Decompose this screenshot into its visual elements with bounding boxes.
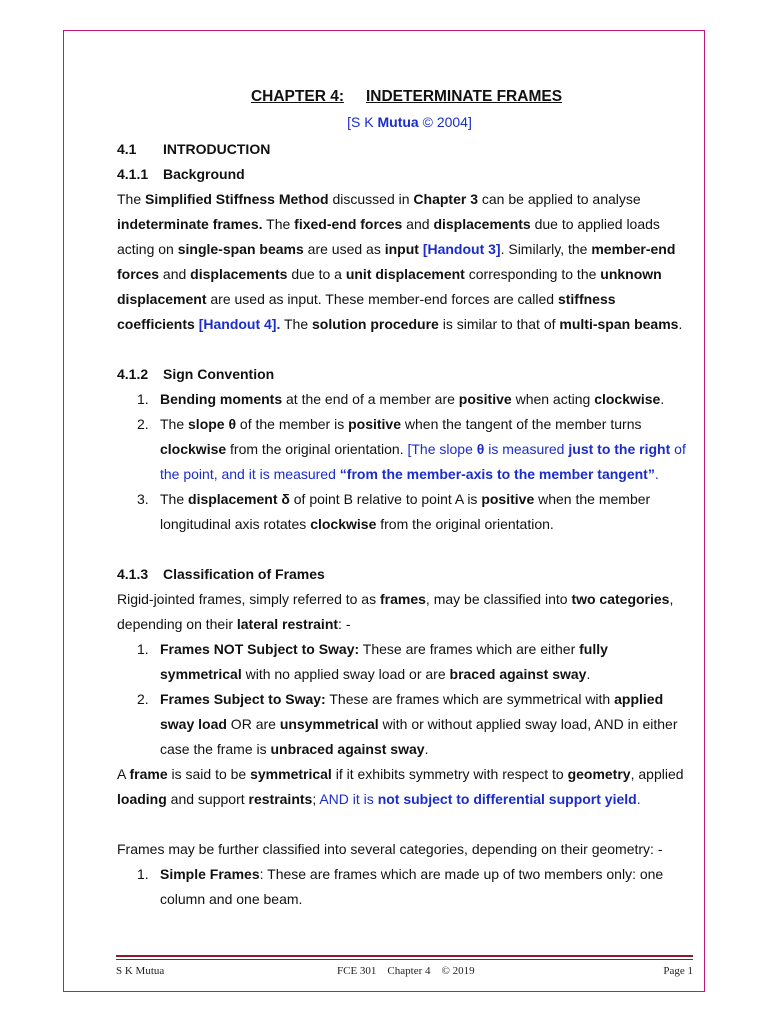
text-run: of point B relative to point A is <box>289 491 482 507</box>
text-run: Bending moments <box>160 391 283 407</box>
list-item <box>117 862 692 912</box>
text-run: discussed in <box>328 191 414 207</box>
text-run: member-end forces <box>117 241 676 282</box>
text-run: can be applied to analyse <box>478 191 641 207</box>
text-run: with or without applied sway load, AND in either case the frame is <box>160 716 678 757</box>
text-run: . <box>586 666 591 682</box>
chapter-name: INDETERMINATE FRAMES <box>365 88 563 105</box>
text-run: stiffness coefficients <box>117 291 616 332</box>
text-run: : - <box>338 616 351 632</box>
sign-convention-list <box>117 387 692 537</box>
text-run: applied sway load <box>160 691 664 732</box>
list-item <box>117 487 692 537</box>
text-run: is said to be <box>167 766 251 782</box>
text-run: from the original orientation. <box>226 441 408 457</box>
list-item <box>117 637 692 687</box>
text-run: displacements <box>190 266 288 282</box>
text-run: frames <box>380 591 426 607</box>
text-run: single-span beams <box>177 241 304 257</box>
text-run: is similar to that of <box>438 316 560 332</box>
background-paragraph <box>117 187 692 337</box>
text-run: Frames may be further classified into several categories, depending on their geometry: - <box>117 841 663 857</box>
text-run: symmetrical <box>250 766 332 782</box>
footer-author: S K Mutua <box>116 965 165 977</box>
text-run: positive <box>348 416 401 432</box>
list-number: 1. <box>137 866 149 882</box>
text-run: input <box>384 241 419 257</box>
text-run: lateral restraint <box>236 616 339 632</box>
text-run: clockwise <box>594 391 661 407</box>
text-run: . <box>660 391 665 407</box>
heading-4-1-1: 4.1.1 Background <box>117 166 245 182</box>
text-run: The <box>262 216 295 232</box>
author-line: [S K Mutua © 2004] <box>347 114 472 130</box>
text-run: just to the right <box>568 441 671 457</box>
text-run: [Handout 4]. <box>198 316 281 332</box>
list-number: 2. <box>137 691 149 707</box>
text-run: at the end of a member are <box>282 391 459 407</box>
text-run: The <box>160 491 189 507</box>
author-name: Mutua <box>377 114 419 130</box>
text-run: A <box>117 766 130 782</box>
text-run: if it exhibits symmetry with respect to <box>331 766 568 782</box>
text-run: ; <box>312 791 320 807</box>
text-run: The <box>160 416 189 432</box>
text-run: are used as input. These member-end forces are called <box>206 291 558 307</box>
text-run: unsymmetrical <box>279 716 379 732</box>
text-run: not subject to differential support yield <box>377 791 637 807</box>
text-run: . <box>636 791 641 807</box>
chapter-number: CHAPTER 4: <box>250 88 344 105</box>
heading-4-1: 4.1 INTRODUCTION <box>117 141 271 157</box>
page-content <box>117 84 692 912</box>
text-run: unbraced against sway <box>270 741 425 757</box>
classification-intro <box>117 587 692 637</box>
geometry-list <box>117 862 692 912</box>
text-run: , may be classified into <box>425 591 572 607</box>
footer-course: FCE 301 Chapter 4 © 2019 <box>337 965 475 977</box>
text-run: are used as <box>303 241 385 257</box>
symmetry-paragraph <box>117 762 692 812</box>
text-run: two categories <box>571 591 670 607</box>
text-run: [The slope <box>407 441 477 457</box>
text-run: Rigid-jointed frames, simply referred to as <box>117 591 380 607</box>
text-run: . <box>424 741 429 757</box>
footer-rule-thin <box>116 959 693 960</box>
chapter-title <box>117 84 692 110</box>
list-item <box>117 387 692 412</box>
text-run: restraints <box>248 791 313 807</box>
text-run: θ <box>476 441 485 457</box>
text-run: loading <box>117 791 167 807</box>
text-run: multi-span beams <box>559 316 679 332</box>
list-number: 1. <box>137 641 149 657</box>
text-run: slope θ <box>188 416 237 432</box>
list-number: 3. <box>137 491 149 507</box>
text-run: displacements <box>433 216 531 232</box>
classification-list <box>117 637 692 762</box>
text-run: The <box>280 316 313 332</box>
text-run: and support <box>166 791 249 807</box>
text-run: due to a <box>287 266 346 282</box>
text-run: . <box>654 466 659 482</box>
text-run: These are frames which are either <box>359 641 580 657</box>
page-number: Page 1 <box>663 965 693 977</box>
text-run: and <box>159 266 191 282</box>
list-number: 2. <box>137 416 149 432</box>
text-run: frame <box>129 766 168 782</box>
further-classification <box>117 837 692 862</box>
text-run: fixed-end forces <box>294 216 403 232</box>
heading-4-1-2: 4.1.2 Sign Convention <box>117 366 275 382</box>
text-run: Chapter 3 <box>413 191 478 207</box>
text-run: Frames NOT Subject to Sway: <box>160 641 360 657</box>
text-run: Frames Subject to Sway: <box>160 691 326 707</box>
text-run: when the member longitudinal axis rotates <box>160 491 651 532</box>
text-run: [Handout 3] <box>422 241 501 257</box>
text-run: : These are frames which are made up of two members only: one column and one beam. <box>160 866 664 907</box>
text-run: is measured <box>484 441 569 457</box>
text-run: of the member is <box>236 416 349 432</box>
heading-4-1-3: 4.1.3 Classification of Frames <box>117 566 325 582</box>
text-run: solution procedure <box>312 316 439 332</box>
text-run: AND it is <box>319 791 378 807</box>
text-run: OR are <box>226 716 280 732</box>
text-run: corresponding to the <box>464 266 601 282</box>
text-run: indeterminate frames. <box>117 216 263 232</box>
text-run: These are frames which are symmetrical with <box>325 691 615 707</box>
text-run: of the point, and it is measured <box>160 441 686 482</box>
text-run: Simplified Stiffness Method <box>145 191 329 207</box>
text-run: . Similarly, the <box>500 241 592 257</box>
text-run: and <box>402 216 434 232</box>
text-run: “from the member-axis to the member tangent” <box>339 466 655 482</box>
text-run: when acting <box>511 391 595 407</box>
text-run: geometry <box>567 766 631 782</box>
list-item <box>117 412 692 487</box>
text-run: , applied <box>630 766 684 782</box>
text-run: The <box>117 191 146 207</box>
text-run: when the tangent of the member turns <box>401 416 642 432</box>
text-run: , depending on their <box>117 591 674 632</box>
text-run: fully symmetrical <box>160 641 608 682</box>
list-item <box>117 687 692 762</box>
text-run: positive <box>458 391 512 407</box>
text-run: unit displacement <box>345 266 465 282</box>
text-run: from the original orientation. <box>376 516 554 532</box>
text-run: displacement δ <box>188 491 290 507</box>
text-run: Simple Frames <box>160 866 260 882</box>
text-run: due to applied loads acting on <box>117 216 660 257</box>
footer-rule <box>116 955 693 957</box>
text-run: braced against sway <box>449 666 587 682</box>
text-run: clockwise <box>310 516 377 532</box>
text-run: . <box>678 316 683 332</box>
text-run: unknown displacement <box>117 266 662 307</box>
text-run: positive <box>481 491 535 507</box>
text-run: clockwise <box>160 441 227 457</box>
text-run: with no applied sway load or are <box>241 666 450 682</box>
list-number: 1. <box>137 391 149 407</box>
